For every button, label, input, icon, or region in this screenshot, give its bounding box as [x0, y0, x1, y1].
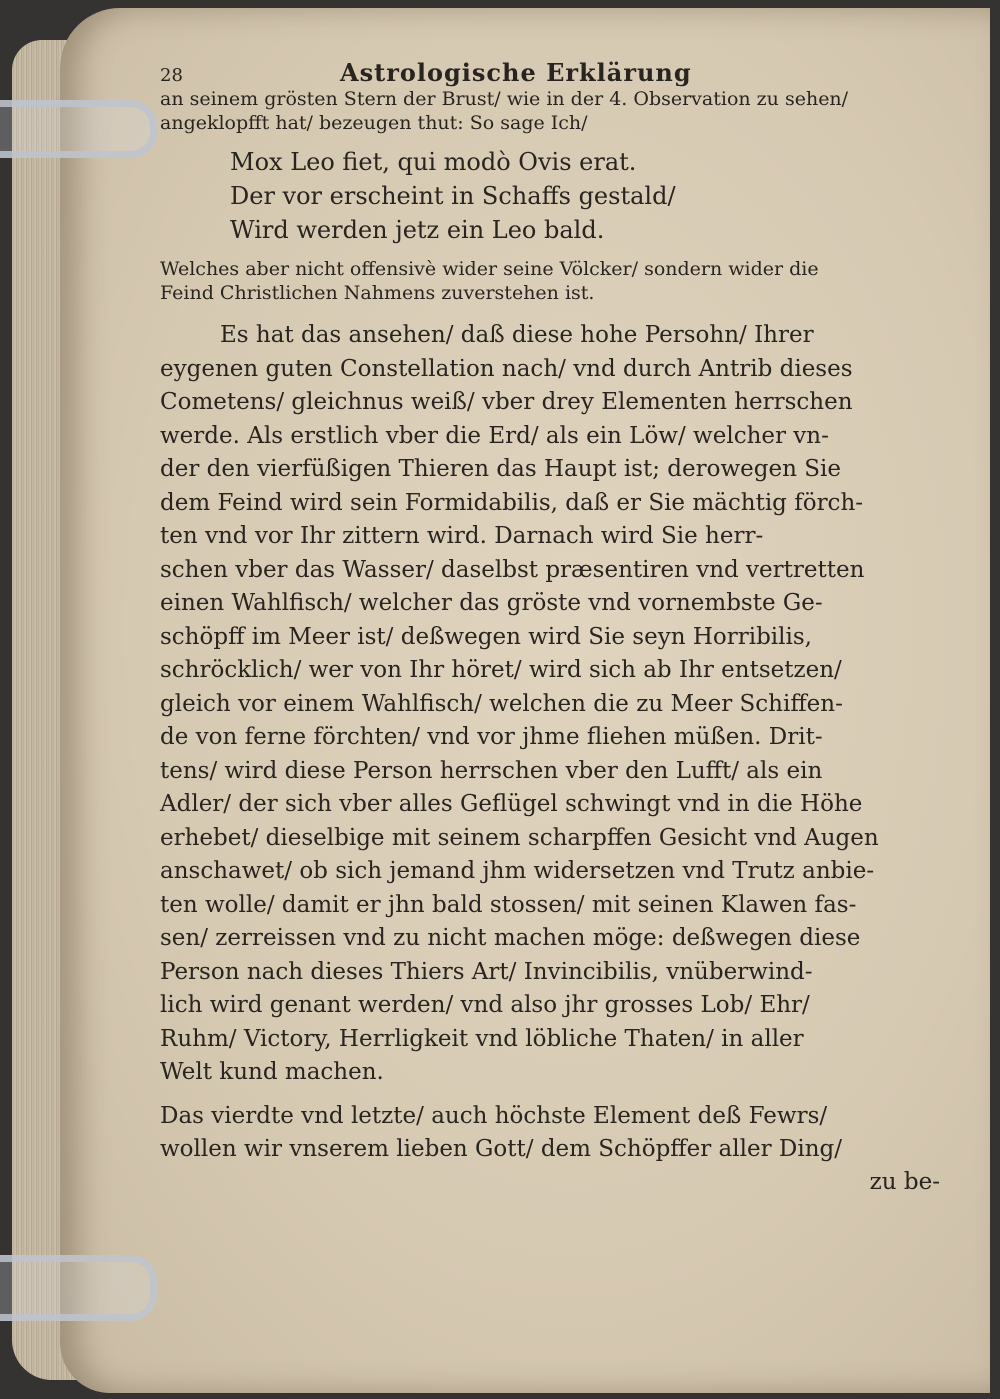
paragraph-line: de von ferne förchten/ vnd vor jhme fliehen müßen. Drit-	[160, 724, 823, 750]
verse-line: Wird werden jetz ein Leo bald.	[230, 216, 605, 244]
paragraph-line: ten wolle/ damit er jhn bald stossen/ mit seinen Klawen fas-	[160, 891, 857, 918]
closing-line: wollen wir vnserem lieben Gott/ dem Schöpffer aller Ding/	[160, 1136, 842, 1162]
intro-line: an seinem grösten Stern der Brust/ wie in der 4. Observation zu sehen/	[160, 88, 849, 110]
paragraph-line: sen/ zerreissen vnd zu nicht machen möge: deßwegen diese	[160, 925, 861, 951]
paragraph-line: Welt kund machen.	[160, 1059, 384, 1085]
page-number: 28	[160, 65, 183, 86]
paragraph-line: Cometens/ gleichnus weiß/ vber drey Elementen herrschen	[160, 389, 853, 415]
note-line: Feind Christlichen Nahmens zuverstehen ist.	[160, 282, 595, 304]
page-header	[160, 58, 940, 87]
paragraph-line: schröcklich/ wer von Ihr höret/ wird sich ab Ihr entsetzen/	[160, 657, 842, 683]
paper-clip-top	[0, 100, 157, 158]
intro-line: angeklopfft hat/ bezeugen thut: So sage Ich/	[160, 112, 588, 134]
paragraph-line: Adler/ der sich vber alles Geflügel schwingt vnd in die Höhe	[160, 791, 863, 817]
paragraph-line: dem Feind wird sein Formidabilis, daß er Sie mächtig förch-	[160, 489, 864, 516]
paragraph-line: schöpff im Meer ist/ deßwegen wird Sie seyn Horribilis,	[160, 623, 812, 650]
verse-line: Der vor erscheint in Schaffs gestald/	[230, 182, 676, 210]
page-text	[160, 58, 940, 1195]
paragraph-line: tens/ wird diese Person herrschen vber den Lufft/ als ein	[160, 757, 823, 784]
paragraph-line: gleich vor einem Wahlfisch/ welchen die zu Meer Schiffen-	[160, 690, 843, 717]
paragraph-line: schen vber das Wasser/ daselbst præsentiren vnd vertretten	[160, 556, 865, 583]
note-line: Welches aber nicht offensivè wider seine Völcker/ sondern wider die	[160, 258, 819, 280]
verse-line: Mox Leo fiet, qui modò Ovis erat.	[230, 148, 637, 176]
paragraph-line: eygenen guten Constellation nach/ vnd durch Antrib dieses	[160, 355, 853, 382]
closing-line: Das vierdte vnd letzte/ auch höchste Element deß Fewrs/	[160, 1102, 828, 1129]
paragraph-line: Person nach dieses Thiers Art/ Invincibilis, vnüberwind-	[160, 958, 813, 985]
running-title: Astrologische Erklärung	[340, 58, 692, 87]
paragraph-line: lich wird genant werden/ vnd also jhr grosses Lob/ Ehr/	[160, 992, 810, 1018]
catchword: zu be-	[869, 1168, 940, 1195]
paragraph-line: erhebet/ dieselbige mit seinem scharpffen Gesicht vnd Augen	[160, 824, 879, 851]
paper-clip-bottom	[0, 1255, 157, 1321]
paragraph-line: Ruhm/ Victory, Herrligkeit vnd löbliche Thaten/ in aller	[160, 1025, 804, 1052]
paragraph-line: der den vierfüßigen Thieren das Haupt ist; derowegen Sie	[160, 456, 841, 482]
paragraph-line: Es hat das ansehen/ daß diese hohe Persohn/ Ihrer	[220, 322, 814, 348]
paragraph-line: ten vnd vor Ihr zittern wird. Darnach wird Sie herr-	[160, 523, 764, 549]
paragraph-line: einen Wahlfisch/ welcher das gröste vnd vornembste Ge-	[160, 590, 823, 616]
paragraph-line: werde. Als erstlich vber die Erd/ als ein Löw/ welcher vn-	[160, 422, 829, 449]
paragraph-line: anschawet/ ob sich jemand jhm widersetzen vnd Trutz anbie-	[160, 858, 875, 884]
